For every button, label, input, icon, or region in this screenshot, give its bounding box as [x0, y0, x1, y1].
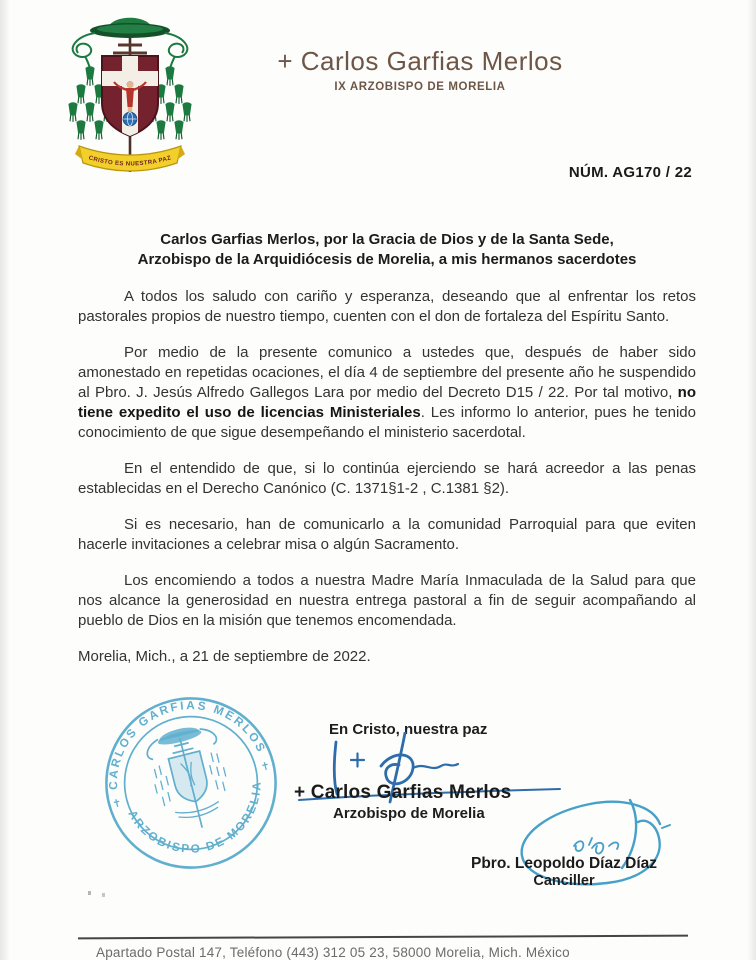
seal-mini-crest-icon — [143, 721, 236, 836]
footer-rule — [78, 935, 688, 940]
paragraph-2-post: . Les informo lo anterior, pues he tenido conocimiento de que sigue desempeñando el ministerio sacerdotal. — [78, 404, 696, 441]
document-number: NÚM. AG170 / 22 — [568, 164, 692, 181]
masthead — [240, 46, 600, 93]
galero-hat-icon — [90, 18, 170, 38]
paragraph-5: Los encomiendo a todos a nuestra Madre María Inmaculada de la Salud para que nos alcance la generosidad en nuestra entrega pastoral a fin de seguir acompañando al pueblo de Dios en la misión que tenemos encomendada. — [78, 572, 696, 629]
seal-right-cross-icon: ✝ — [259, 759, 272, 774]
signer-title: Arzobispo de Morelia — [333, 805, 485, 822]
signer-name: + Carlos Garfias Merlos — [294, 782, 512, 803]
crest-motto: CRISTO ES NUESTRA PAZ — [87, 155, 173, 168]
paragraph-2-bold-phrase: no tiene expedito el uso de licencias Ministeriales — [78, 384, 696, 421]
seal-bottom-text: ARZOBISPO DE MORELIA — [125, 779, 264, 856]
date-line: Morelia, Mich., a 21 de septiembre de 2022. — [78, 648, 371, 665]
paragraph-4: Si es necesario, han de comunicarlo a la comunidad Parroquial para que eviten hacerle invitaciones a celebrar misa o algún Sacramento. — [78, 516, 696, 553]
paragraph-2 — [78, 343, 696, 443]
paragraph-2-pre: Por medio de la presente comunico a ustedes que, después de haber sido amonestado en repetidas ocaciones, el día 4 de septiembre del presente año he suspendido al Pbro. J. Jesús Alfredo Gallegos Lara por medio del Decreto D15 / 22. Por tal motivo, — [78, 344, 696, 401]
valediction: En Cristo, nuestra paz — [329, 721, 488, 738]
paragraph-1: A todos los saludo con cariño y esperanza, deseando que al enfrentar los retos pastorales propios de nuestro tiempo, cuenten con el don de fortaleza del Espíritu Santo. — [78, 288, 696, 325]
salutation-line-2: Arzobispo de la Arquidiócesis de Morelia, a mis hermanos sacerdotes — [137, 251, 637, 268]
letter-body — [78, 230, 696, 667]
footer-address: Apartado Postal 147, Teléfono (443) 312 05 23, 58000 Morelia, Mich. México — [96, 945, 570, 960]
scan-smudge — [88, 891, 91, 895]
salutation-line-1: Carlos Garfias Merlos, por la Gracia de Dios y de la Santa Sede, — [160, 231, 614, 248]
paragraph-3: En el entendido de que, si lo continúa ejerciendo se hará acreedor a las penas establecidas en el Derecho Canónico (C. 1371§1-2 , C.1381 §2). — [78, 460, 696, 497]
archdiocese-coat-of-arms-icon — [55, 8, 205, 180]
countersigner-name: Pbro. Leopoldo Díaz Díaz — [471, 855, 658, 872]
countersigner-title: Canciller — [533, 873, 595, 889]
salutation-heading — [78, 230, 696, 270]
masthead-subtitle: IX ARZOBISPO DE MORELIA — [334, 81, 506, 93]
globe-icon — [123, 112, 137, 126]
seal-top-text: CARLOS GARFIAS MERLOS — [107, 699, 269, 790]
episcopal-seal — [81, 673, 302, 894]
seal-left-cross-icon: ✝ — [111, 796, 123, 811]
masthead-name: + Carlos Garfias Merlos — [277, 46, 563, 76]
shield-icon — [102, 56, 158, 136]
